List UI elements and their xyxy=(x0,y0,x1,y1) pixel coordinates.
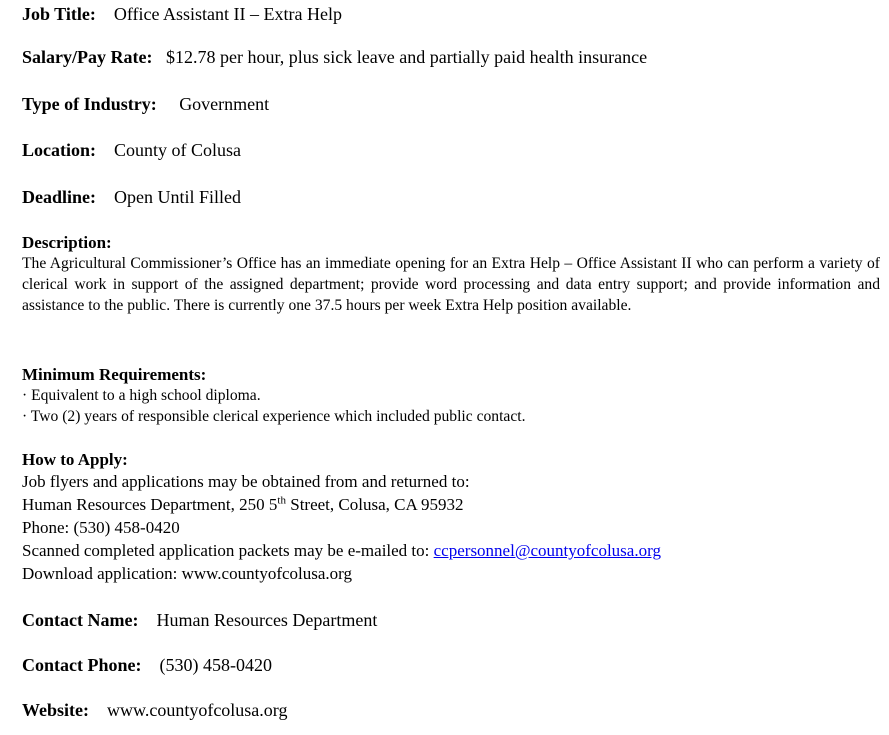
website-value: www.countyofcolusa.org xyxy=(107,700,288,720)
salary-label: Salary/Pay Rate: xyxy=(22,47,153,67)
location-value: County of Colusa xyxy=(114,140,242,160)
contact-phone-row xyxy=(22,655,272,676)
deadline-label: Deadline: xyxy=(22,187,96,207)
how-to-apply-heading: How to Apply: xyxy=(22,450,128,469)
address-part-1: Human Resources Department, 250 5 xyxy=(22,495,278,514)
apply-address xyxy=(22,493,880,516)
job-title-row xyxy=(22,4,342,25)
salary-row xyxy=(22,47,647,68)
location-row xyxy=(22,140,241,161)
apply-email-line xyxy=(22,539,880,562)
deadline-value: Open Until Filled xyxy=(114,187,241,207)
address-part-2: Street, Colusa, CA 95932 xyxy=(285,495,464,514)
website-row xyxy=(22,700,287,721)
salary-value: $12.78 per hour, plus sick leave and partially paid health insurance xyxy=(165,47,648,67)
email-prefix: Scanned completed application packets may be e-mailed to: xyxy=(22,541,434,560)
requirements-heading: Minimum Requirements: xyxy=(22,365,207,384)
requirement-item-2: · Two (2) years of responsible clerical experience which included public contact. xyxy=(22,408,526,425)
deadline-row xyxy=(22,187,241,208)
contact-name-value: Human Resources Department xyxy=(156,610,378,630)
apply-instructions: Job flyers and applications may be obtained from and returned to: xyxy=(22,472,470,491)
contact-phone-label: Contact Phone: xyxy=(22,655,142,675)
address-superscript: th xyxy=(277,494,286,507)
contact-phone-value: (530) 458-0420 xyxy=(159,655,272,675)
email-link[interactable]: ccpersonnel@countyofcolusa.org xyxy=(433,541,661,560)
requirement-item-1: · Equivalent to a high school diploma. xyxy=(22,387,261,404)
description-heading: Description: xyxy=(22,233,112,252)
how-to-apply-section xyxy=(22,449,880,585)
description-text: The Agricultural Commissioner’s Office has an immediate opening for an Extra Help – Office Assistant II who can perform a variety of clerical work in support of the assigned department; provide word processing and data entry support; and provide information and assistance to the public. There is currently one 37.5 hours per week Extra Help position available. xyxy=(22,255,880,314)
contact-name-label: Contact Name: xyxy=(22,610,139,630)
industry-label: Type of Industry: xyxy=(22,94,157,114)
description-section xyxy=(22,232,880,316)
industry-row xyxy=(22,94,269,115)
industry-value: Government xyxy=(179,94,270,114)
requirements-section xyxy=(22,364,880,427)
job-title-label: Job Title: xyxy=(22,4,96,24)
contact-name-row xyxy=(22,610,377,631)
job-title-value: Office Assistant II – Extra Help xyxy=(113,4,342,24)
apply-download: Download application: www.countyofcolusa.org xyxy=(22,564,353,583)
location-label: Location: xyxy=(22,140,96,160)
apply-phone: Phone: (530) 458-0420 xyxy=(22,518,180,537)
website-label: Website: xyxy=(22,700,89,720)
